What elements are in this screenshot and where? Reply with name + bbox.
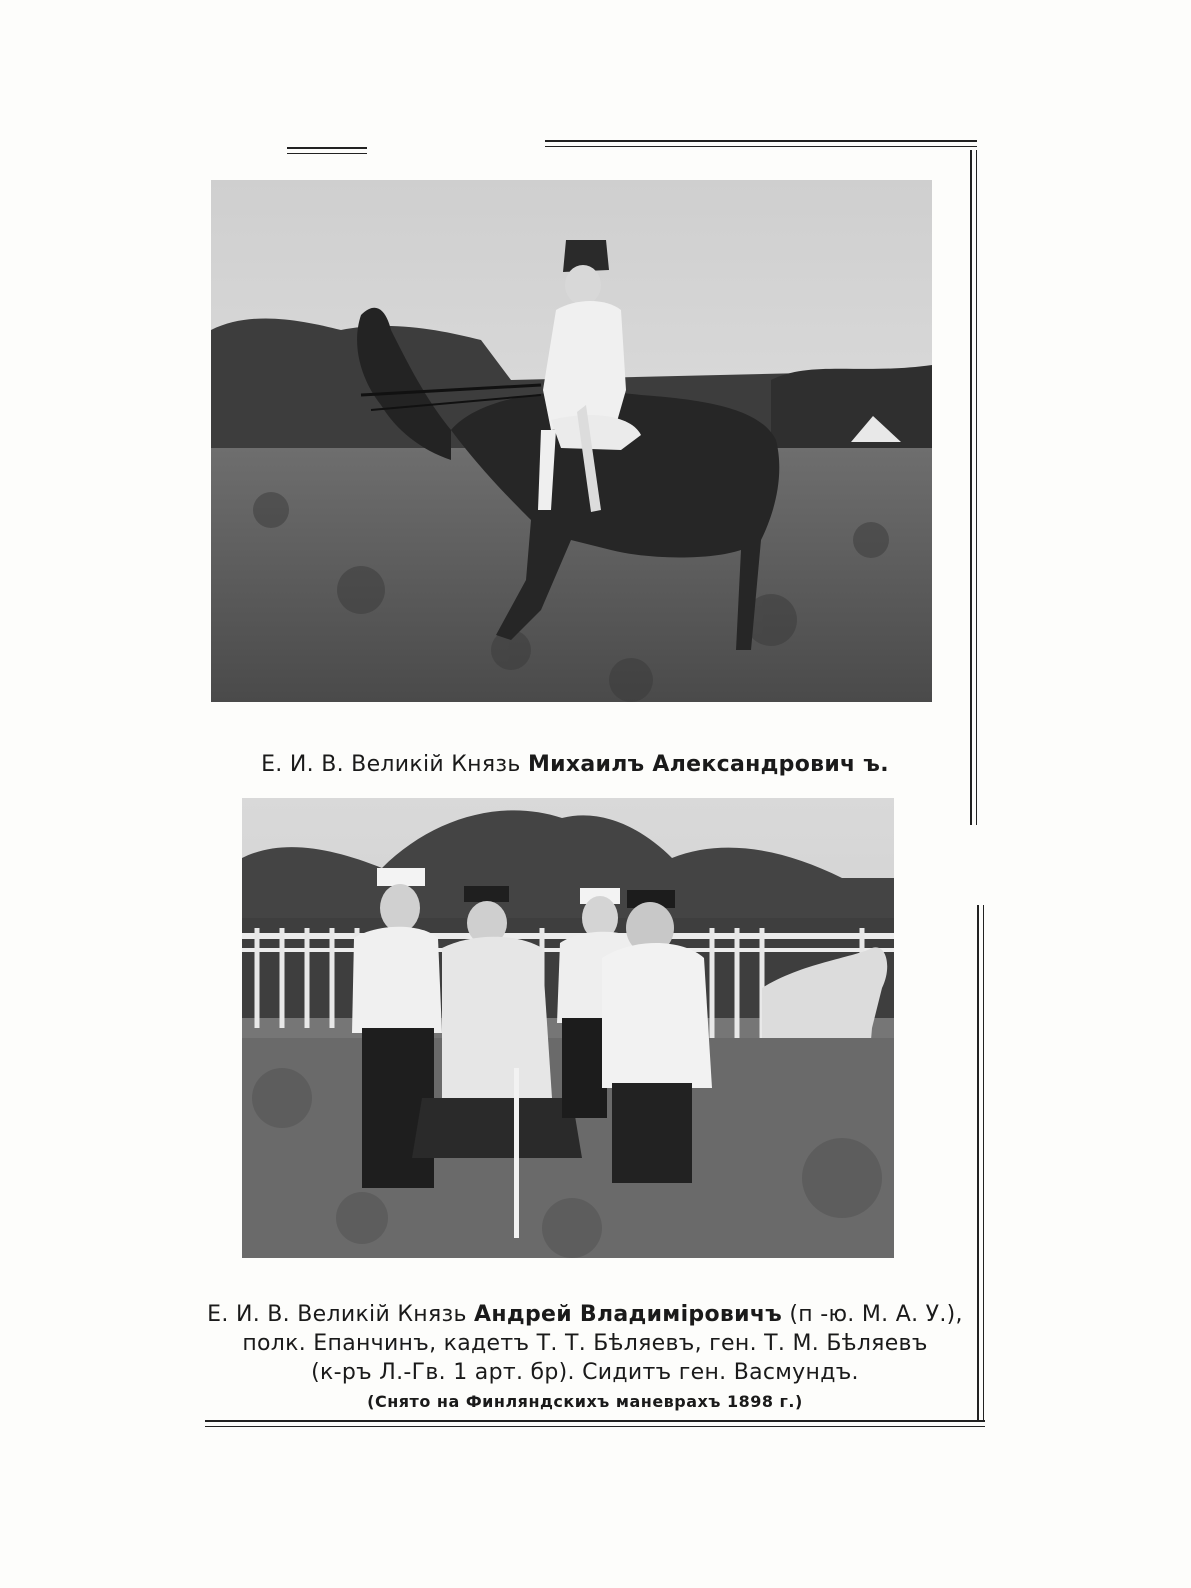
caption-2-note: (Снято на Финляндскихъ маневрахъ 1898 г.): [367, 1392, 803, 1411]
caption-2-line-2: полк. Епанчинъ, кадетъ Т. Т. Бѣляевъ, ген. Т. М. Бѣляевъ: [242, 1331, 928, 1356]
caption-1-prefix: Е. И. В. Великій Князь: [261, 752, 528, 777]
caption-2-suffix: (п -ю. М. А. У.),: [782, 1302, 963, 1327]
right-rule-upper-2: [976, 150, 977, 825]
top-rule-right: [545, 140, 977, 142]
bottom-rule: [205, 1420, 985, 1422]
caption-2-line-1: [190, 1300, 980, 1329]
caption-photo-2: [190, 1300, 980, 1416]
caption-1-name: Михаилъ Александрович ъ.: [527, 752, 889, 777]
top-rule-right-2: [545, 146, 977, 147]
top-rule-left: [287, 147, 367, 149]
caption-2-line-3: (к-ръ Л.-Гв. 1 арт. бр). Сидитъ ген. Васмундъ.: [311, 1360, 859, 1385]
photo-grand-duke-on-horse: [211, 180, 932, 702]
caption-2-prefix: Е. И. В. Великій Князь: [207, 1302, 475, 1327]
photo-group-at-manoeuvres: [242, 798, 894, 1258]
right-rule-upper: [970, 150, 972, 825]
caption-photo-1: [200, 752, 950, 777]
caption-2-name: Андрей Владиміровичъ: [474, 1302, 783, 1327]
right-rule-lower-2: [983, 905, 984, 1420]
bottom-rule-2: [205, 1426, 985, 1427]
top-rule-left-2: [287, 153, 367, 154]
